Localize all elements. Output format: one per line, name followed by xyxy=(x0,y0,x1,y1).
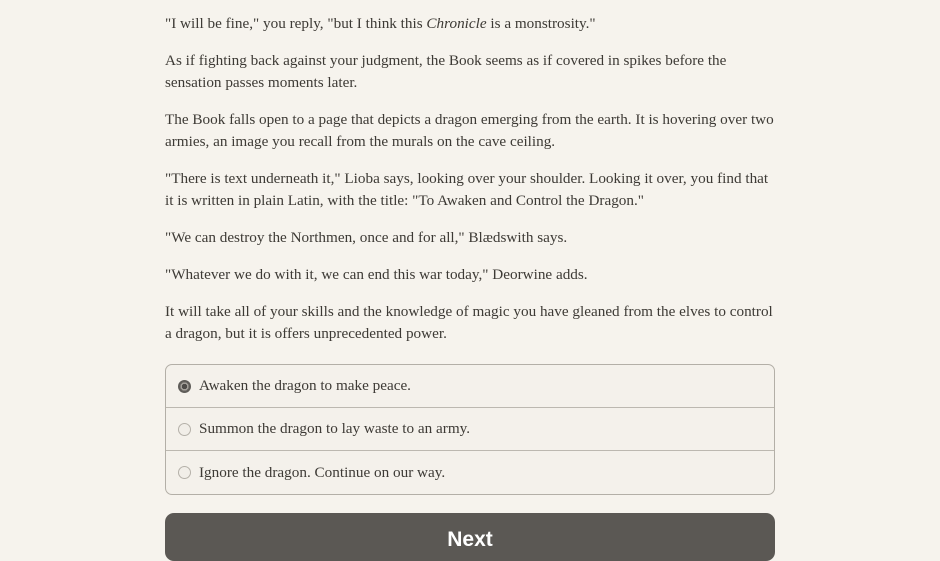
plain-text: "I will be fine," you reply, "but I think this xyxy=(165,15,427,32)
choice-option-label: Summon the dragon to lay waste to an army. xyxy=(199,420,471,437)
choice-option[interactable] xyxy=(166,451,774,494)
choice-option[interactable] xyxy=(166,408,774,451)
radio-button-icon[interactable] xyxy=(178,466,191,479)
story-paragraph xyxy=(165,109,775,153)
plain-text: The Book falls open to a page that depicts a dragon emerging from the earth. It is hovering over two armies, an image you recall from the murals on the cave ceiling. xyxy=(165,111,774,150)
plain-text: is a monstrosity." xyxy=(486,15,596,32)
plain-text: "We can destroy the Northmen, once and for all," Blædswith says. xyxy=(165,229,568,246)
plain-text: "There is text underneath it," Lioba says, looking over your shoulder. Looking it over, you find that it is written in plain Latin, with the title: "To Awaken and Control the Dragon." xyxy=(165,170,769,209)
story-paragraphs xyxy=(165,13,775,345)
choice-group xyxy=(165,364,775,495)
story-paragraph xyxy=(165,50,775,94)
radio-button-icon[interactable] xyxy=(178,423,191,436)
plain-text: As if fighting back against your judgment, the Book seems as if covered in spikes before the sensation passes moments later. xyxy=(165,52,727,91)
radio-button-icon[interactable] xyxy=(178,380,191,393)
choice-option-label: Ignore the dragon. Continue on our way. xyxy=(199,463,446,481)
italic-text: Chronicle xyxy=(426,15,487,32)
plain-text: It will take all of your skills and the knowledge of magic you have gleaned from the elves to control a dragon, but it is offers unprecedented power. xyxy=(165,303,773,342)
story-paragraph xyxy=(165,13,775,35)
story-paragraph xyxy=(165,227,775,249)
choice-option[interactable] xyxy=(166,365,774,408)
choice-option-label: Awaken the dragon to make peace. xyxy=(199,377,411,394)
story-content xyxy=(165,0,775,561)
story-paragraph xyxy=(165,301,775,345)
story-paragraph xyxy=(165,168,775,212)
story-paragraph xyxy=(165,264,775,286)
next-button[interactable]: Next xyxy=(165,513,775,561)
plain-text: "Whatever we do with it, we can end this war today," Deorwine adds. xyxy=(165,266,588,283)
